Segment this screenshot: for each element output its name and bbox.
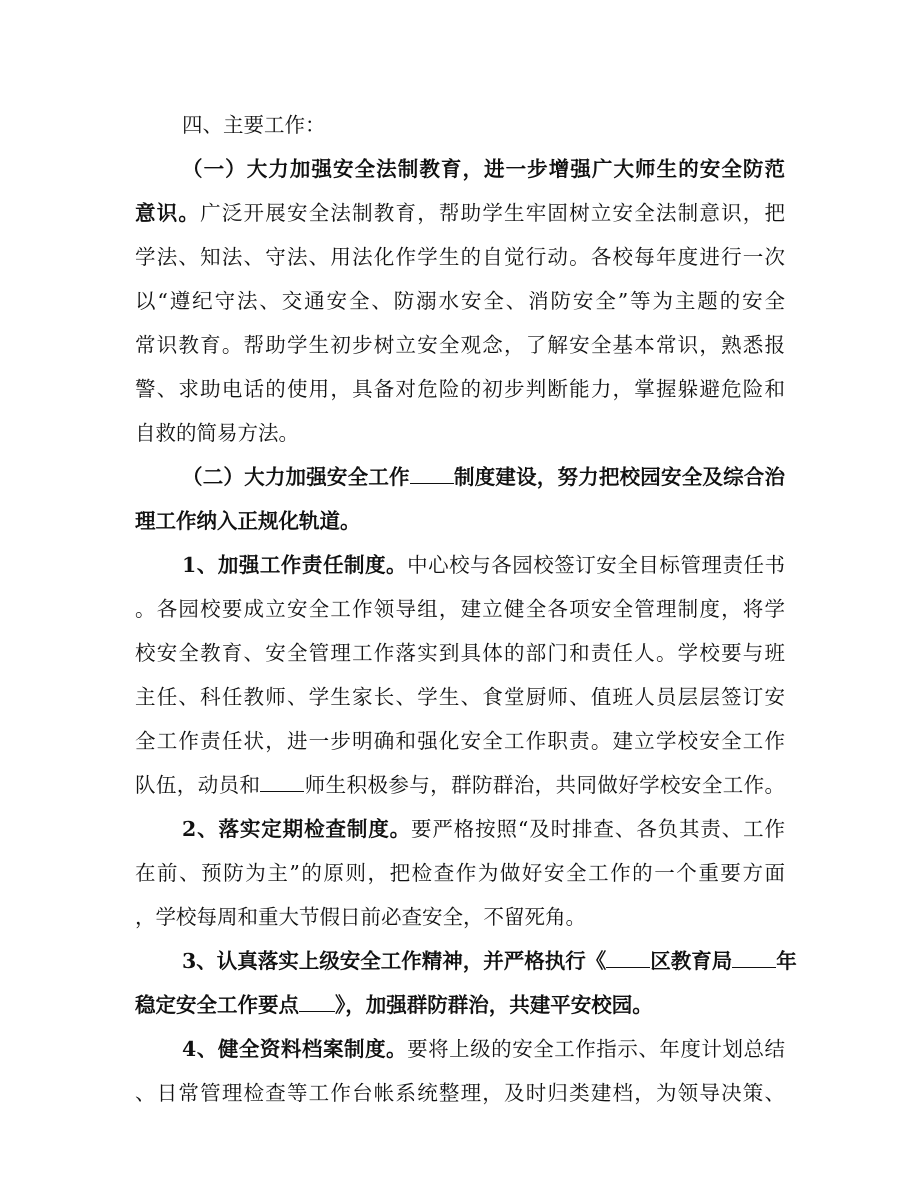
- item1-line6: 队伍，动员和 师生积极参与，群防群治，共同做好学校安全工作。: [135, 773, 786, 797]
- section1-line3: 以“遵纪守法、交通安全、防溺水安全、消防安全”等为主题的安全: [135, 289, 785, 313]
- item4-line1: 4、健全资料档案制度。要将上级的安全工作指示、年度计划总结: [182, 1037, 786, 1061]
- fill-blank: [260, 790, 304, 792]
- fill-blank: [410, 482, 454, 484]
- fill-blank: [606, 966, 650, 968]
- item1-line1: 1、加强工作责任制度。中心校与各园校签订安全目标管理责任书: [182, 553, 786, 577]
- section-heading: [182, 103, 785, 147]
- item3-line2: 稳定安全工作要点 》，加强群防群治，共建平安校园。: [135, 993, 653, 1017]
- section1-line5: 警、求助电话的使用，具备对危险的初步判断能力，掌握躲避危险和: [135, 377, 785, 401]
- item1-line5: 全工作责任状，进一步明确和强化安全工作职责。建立学校安全工作: [135, 729, 785, 753]
- section1-line4: 常识教育。帮助学生初步树立安全观念，了解安全基本常识，熟悉报: [135, 333, 785, 357]
- fill-blank: [299, 1010, 335, 1012]
- section1-line6: 自救的简易方法。: [135, 421, 299, 445]
- fill-blank: [732, 966, 776, 968]
- section1-line2: 学法、知法、守法、用法化作学生的自觉行动。各校每年度进行一次: [135, 245, 785, 269]
- section2-title: （二）大力加强安全工作 制度建设，努力把校园安全及综合治: [182, 465, 786, 489]
- item1-line4: 主任、科任教师、学生家长、学生、食堂厨师、值班人员层层签订安: [135, 685, 785, 709]
- item1-line3: 校安全教育、安全管理工作落实到具体的部门和责任人。学校要与班: [135, 641, 785, 665]
- item2-line2: 在前、预防为主”的原则，把检查作为做好安全工作的一个重要方面: [135, 861, 785, 885]
- item4-line2: 、日常管理检查等工作台帐系统整理，及时归类建档，为领导决策、: [135, 1081, 785, 1105]
- section1-title: （一）大力加强安全法制教育，进一步增强广大师生的安全防范: [182, 157, 785, 181]
- item3-line1: 3、认真落实上级安全工作精神，并严格执行《 区教育局 年: [182, 949, 797, 973]
- item2-line1: 2、落实定期检查制度。要严格按照“及时排查、各负其责、工作: [182, 817, 786, 841]
- heading-text: 四、主要工作：: [182, 113, 326, 137]
- section2-title-line2: 理工作纳入正规化轨道。: [135, 509, 361, 533]
- item1-line2: 。各园校要成立安全工作领导组，建立健全各项安全管理制度，将学: [135, 597, 785, 621]
- section1-line1: 意识。广泛开展安全法制教育，帮助学生牢固树立安全法制意识，把: [135, 201, 786, 225]
- item2-line3: ，学校每周和重大节假日前必查安全，不留死角。: [135, 905, 586, 929]
